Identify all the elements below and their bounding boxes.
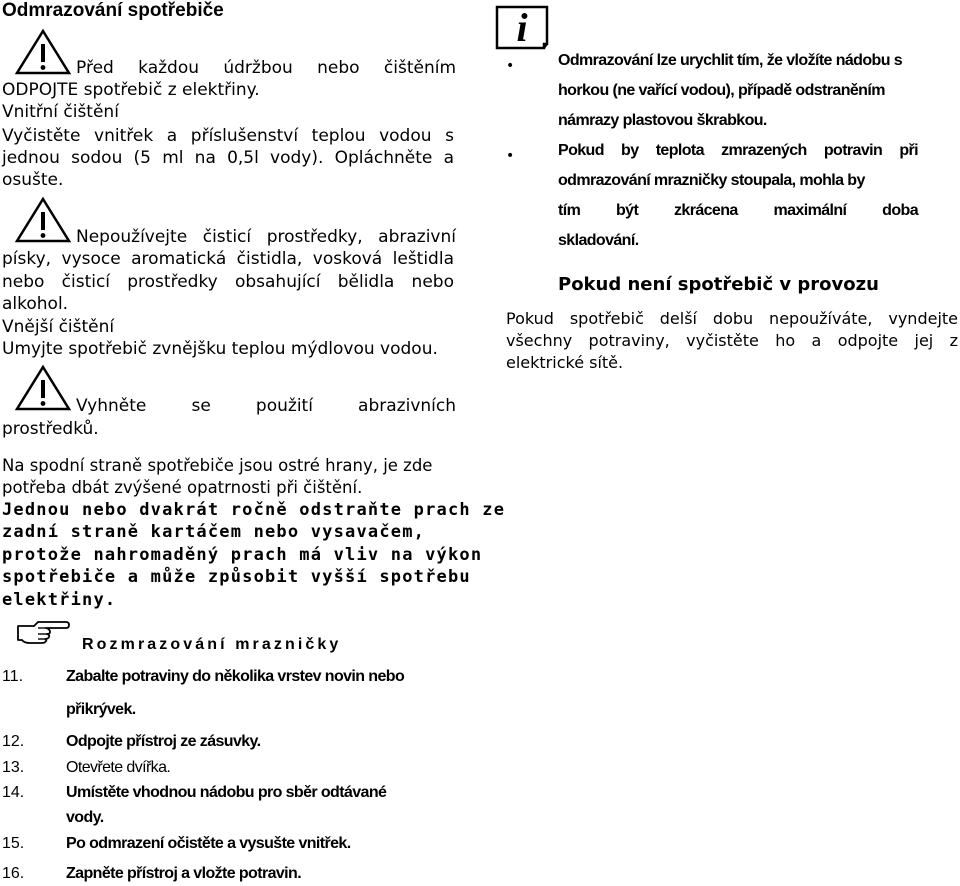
step-number: 16.: [2, 865, 25, 882]
step-number: 15.: [2, 835, 25, 852]
step-number: 12.: [2, 733, 25, 750]
warning1-line1: Před každou údržbou nebo čištěním: [76, 58, 456, 78]
internal-cleaning-line2: jednou sodou (5 ml na 0,5l vody). Opláchněte a: [2, 148, 454, 168]
dust-note-line1: Jednou nebo dvakrát ročně odstraňte prach ze: [2, 500, 506, 520]
bullet: •: [506, 58, 515, 74]
external-cleaning-line: Umyjte spotřebič zvnějšku teplou mýdlovou vodou.: [2, 339, 438, 359]
bullet2-line4: skladování.: [558, 232, 639, 249]
dust-note-line3: protože nahromaděný prach má vliv na výkon: [2, 545, 483, 565]
step-number: 11.: [2, 668, 24, 685]
step-text: Zapněte přístroj a vložte potravin.: [66, 865, 302, 882]
bullet2-line3: tím být zkrácena maximální doba: [558, 202, 918, 219]
step-text: vody.: [66, 809, 104, 826]
warning2-line1: Nepoužívejte čisticí prostředky, abrazivní: [76, 227, 456, 247]
warning3-line2: prostředků.: [2, 419, 99, 439]
step-number: 14.: [2, 784, 25, 801]
step-number: 13.: [2, 759, 25, 776]
step-text: přikrývek.: [66, 701, 136, 718]
sharp-edges-line1: Na spodní straně spotřebiče jsou ostré hrany, je zde: [2, 456, 433, 475]
bullet1-line3: námrazy plastovou škrabkou.: [558, 112, 767, 129]
step-text: Po odmrazení očistěte a vysušte vnitřek.: [66, 835, 351, 852]
dust-note-line4: spotřebiče a může způsobit vyšší spotřebu: [2, 567, 471, 587]
info-icon: [494, 4, 550, 56]
internal-cleaning-line3: osušte.: [2, 170, 64, 190]
warning-triangle-icon: [14, 28, 72, 76]
not-in-use-line2: všechny potraviny, vyčistěte ho a odpojte jej z: [506, 331, 958, 350]
svg-text:i: i: [516, 5, 528, 50]
external-cleaning-heading: Vnější čištění: [2, 317, 115, 337]
step-text: Zabalte potraviny do několika vrstev novin nebo: [66, 668, 405, 685]
step-text: Umístěte vhodnou nádobu pro sběr odtávané: [66, 784, 387, 801]
step-text: Otevřete dvířka.: [66, 759, 171, 776]
warning2-line2: písky, vysoce aromatická čistidla, vosková leštidla: [2, 249, 454, 269]
freezer-defrost-heading: Rozmrazování mrazničky: [82, 636, 342, 653]
bullet1-line1: Odmrazování lze urychlit tím, že vložíte nádobu s: [558, 52, 903, 69]
not-in-use-line1: Pokud spotřebič delší dobu nepoužíváte, vyndejte: [506, 309, 958, 328]
internal-cleaning-line1: Vyčistěte vnitřek a příslušenství teplou vodou s: [2, 126, 454, 146]
step-text: Odpojte přístroj ze zásuvky.: [66, 733, 261, 750]
warning2-line3: nebo čisticí prostředky obsahující bělidla nebo: [2, 272, 454, 292]
bullet: •: [506, 148, 515, 164]
not-in-use-heading: Pokud není spotřebič v provozu: [558, 274, 879, 295]
bullet2-line2: odmrazování mrazničky stoupala, mohla by: [558, 172, 865, 189]
pointing-hand-icon: [16, 618, 70, 644]
warning1-line2: ODPOJTE spotřebič z elektřiny.: [2, 80, 260, 100]
warning2-line4: alkohol.: [2, 294, 69, 314]
warning-triangle-icon: [14, 364, 72, 412]
sharp-edges-line2: potřeba dbát zvýšené opatrnosti při čištění.: [2, 478, 363, 497]
dust-note-line5: elektřiny.: [2, 590, 117, 610]
page-title: Odmrazování spotřebiče: [2, 0, 224, 21]
warning-triangle-icon: [14, 196, 72, 244]
not-in-use-line3: elektrické sítě.: [506, 353, 624, 372]
warning3-line1: Vyhněte se použití abrazivních: [76, 396, 456, 416]
bullet2-line1: Pokud by teplota zmrazených potravin při: [558, 142, 918, 159]
dust-note-line2: zadní straně kartáčem nebo vysavačem,: [2, 522, 426, 542]
bullet1-line2: horkou (ne vařící vodou), případě odstraněním: [558, 82, 885, 99]
internal-cleaning-heading: Vnitřní čištění: [2, 102, 119, 122]
